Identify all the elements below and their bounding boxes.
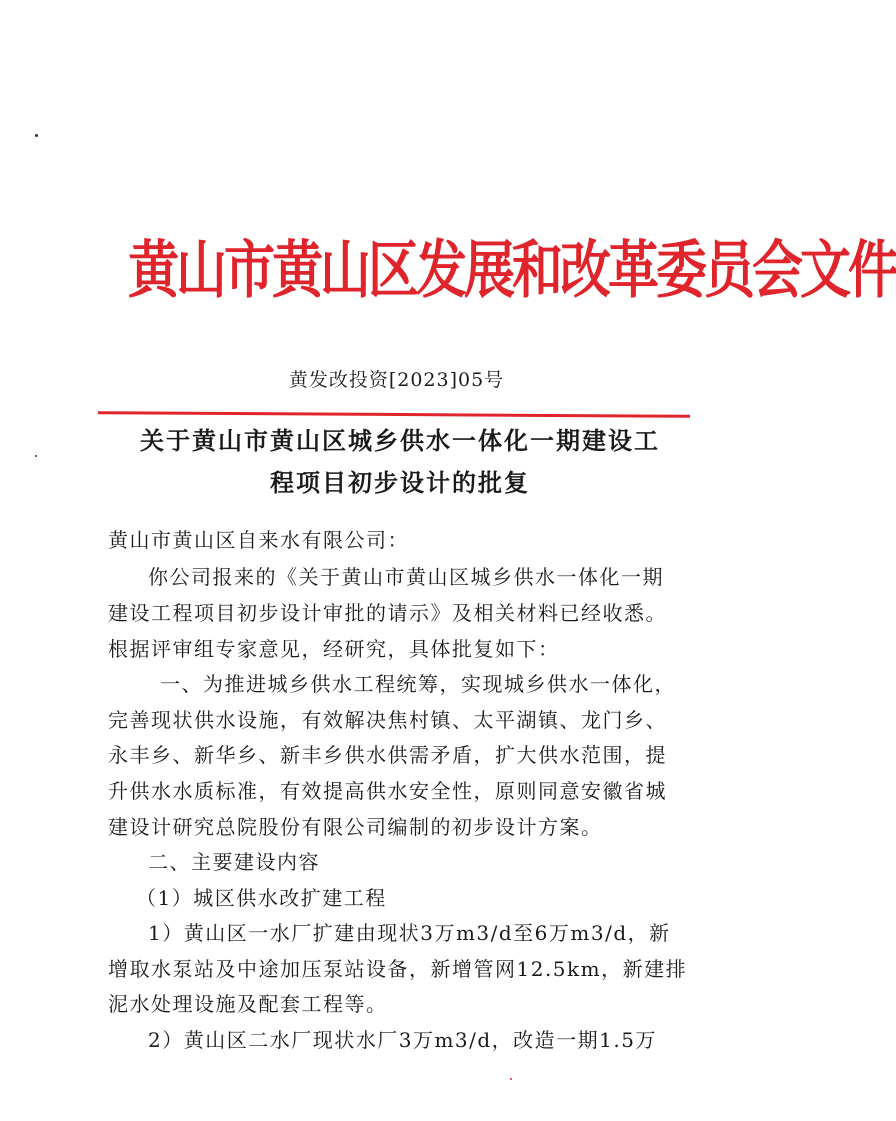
- body-line: 完善现状供水设施，有效解决焦村镇、太平湖镇、龙门乡、: [108, 708, 667, 732]
- body-line: 建设工程项目初步设计审批的请示》及相关材料已经收悉。: [108, 601, 667, 625]
- document-number: 黄发改投资[2023]05号: [288, 369, 505, 391]
- body-line: 一、为推进城乡供水工程统筹，实现城乡供水一体化，: [160, 672, 676, 696]
- red-divider: [98, 411, 690, 418]
- body-line: 建设计研究总院股份有限公司编制的初步设计方案。: [108, 815, 603, 839]
- body-line: 根据评审组专家意见，经研究，具体批复如下：: [108, 637, 560, 661]
- body-line: 你公司报来的《关于黄山市黄山区城乡供水一体化一期: [148, 565, 664, 589]
- section-heading: 二、主要建设内容: [148, 850, 320, 874]
- title-line-2: 程项目初步设计的批复: [270, 468, 530, 497]
- body-line: 1）黄山区一水厂扩建由现状3万m3/d至6万m3/d，新: [148, 921, 671, 945]
- title-line-1: 关于黄山市黄山区城乡供水一体化一期建设工: [140, 426, 660, 455]
- scan-speck: [35, 134, 38, 137]
- body-line: 泥水处理设施及配套工程等。: [108, 992, 388, 1016]
- scan-speck: [510, 1078, 512, 1080]
- subsection-heading: （1）城区供水改扩建工程: [136, 886, 387, 910]
- letterhead-title: 黄山市黄山区发展和改革委员会文件: [128, 234, 896, 308]
- scan-speck: [35, 455, 37, 457]
- document-title: [100, 420, 700, 504]
- body-line: 增取水泵站及中途加压泵站设备，新增管网12.5km，新建排: [108, 957, 688, 981]
- body-line: 升供水水质标准，有效提高供水安全性，原则同意安徽省城: [108, 779, 667, 803]
- body-line: 永丰乡、新华乡、新丰乡供水供需矛盾，扩大供水范围，提: [108, 743, 667, 767]
- body-line: 2）黄山区二水厂现状水厂3万m3/d，改造一期1.5万: [148, 1028, 657, 1052]
- addressee: 黄山市黄山区自来水有限公司：: [108, 528, 409, 552]
